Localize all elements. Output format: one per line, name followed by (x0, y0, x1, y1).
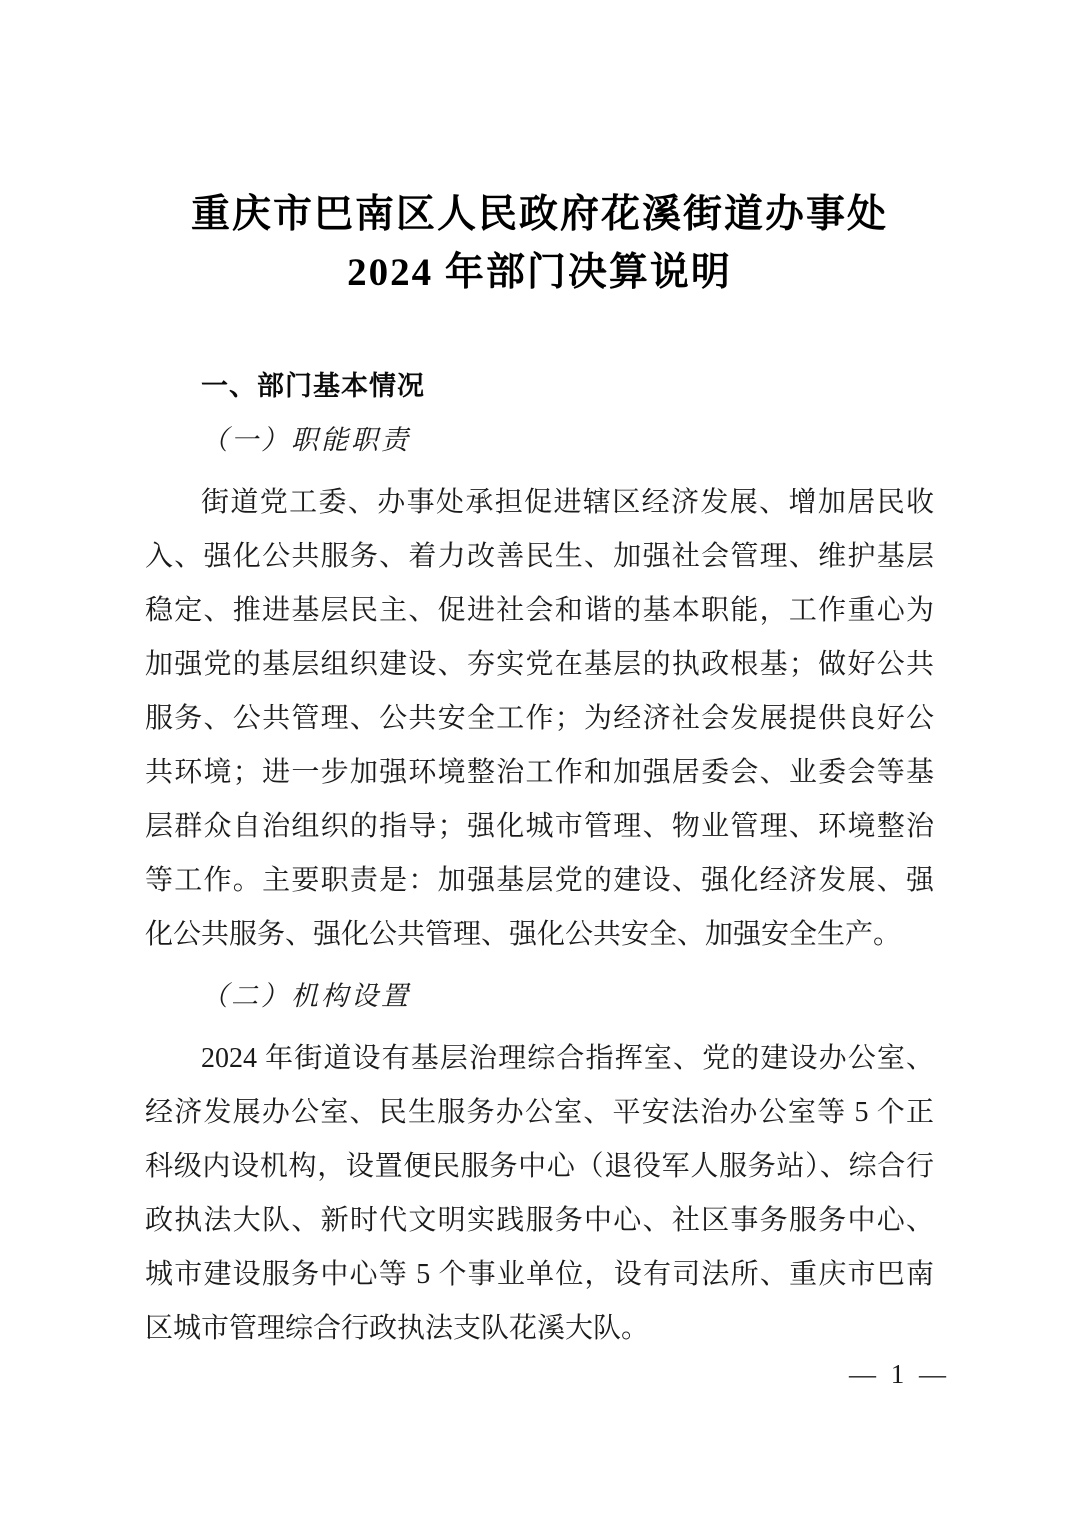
body-line: 加强党的基层组织建设、夯实党在基层的执政根基；做好公共 (145, 649, 934, 680)
paragraph-duties (145, 476, 934, 962)
paragraph-structure (145, 1032, 934, 1356)
body-line: 城市建设服务中心等 5 个事业单位，设有司法所、重庆市巴南 (145, 1259, 934, 1290)
body-line: 街道党工委、办事处承担促进辖区经济发展、增加居民收 (201, 487, 934, 518)
body-line: 稳定、推进基层民主、促进社会和谐的基本职能，工作重心为 (145, 595, 934, 626)
body-line: 科级内设机构，设置便民服务中心（退役军人服务站）、综合行 (145, 1151, 934, 1182)
body-line: 区城市管理综合行政执法支队花溪大队。 (145, 1313, 650, 1344)
body-line: 入、强化公共服务、着力改善民生、加强社会管理、维护基层 (145, 541, 934, 572)
page-number: — 1 — (849, 1359, 950, 1389)
document-title-line-2: 2024 年部门决算说明 (347, 251, 732, 294)
body-line: 化公共服务、强化公共管理、强化公共安全、加强安全生产。 (145, 919, 902, 950)
subsection-heading-duties: （一）职能职责 (201, 425, 411, 455)
document-title (145, 186, 934, 302)
body-line: 2024 年街道设有基层治理综合指挥室、党的建设办公室、 (201, 1043, 934, 1074)
body-line: 层群众自治组织的指导；强化城市管理、物业管理、环境整治 (145, 811, 934, 842)
subsection-heading-structure: （二）机构设置 (201, 981, 411, 1011)
body-line: 共环境；进一步加强环境整治工作和加强居委会、业委会等基 (145, 757, 934, 788)
document-title-line-1: 重庆市巴南区人民政府花溪街道办事处 (190, 193, 888, 236)
body-line: 服务、公共管理、公共安全工作；为经济社会发展提供良好公 (145, 703, 934, 734)
body-line: 经济发展办公室、民生服务办公室、平安法治办公室等 5 个正 (145, 1097, 934, 1128)
section-heading-basic-info: 一、部门基本情况 (201, 371, 425, 401)
body-line: 等工作。主要职责是：加强基层党的建设、强化经济发展、强 (145, 865, 934, 896)
body-line: 政执法大队、新时代文明实践服务中心、社区事务服务中心、 (145, 1205, 934, 1236)
